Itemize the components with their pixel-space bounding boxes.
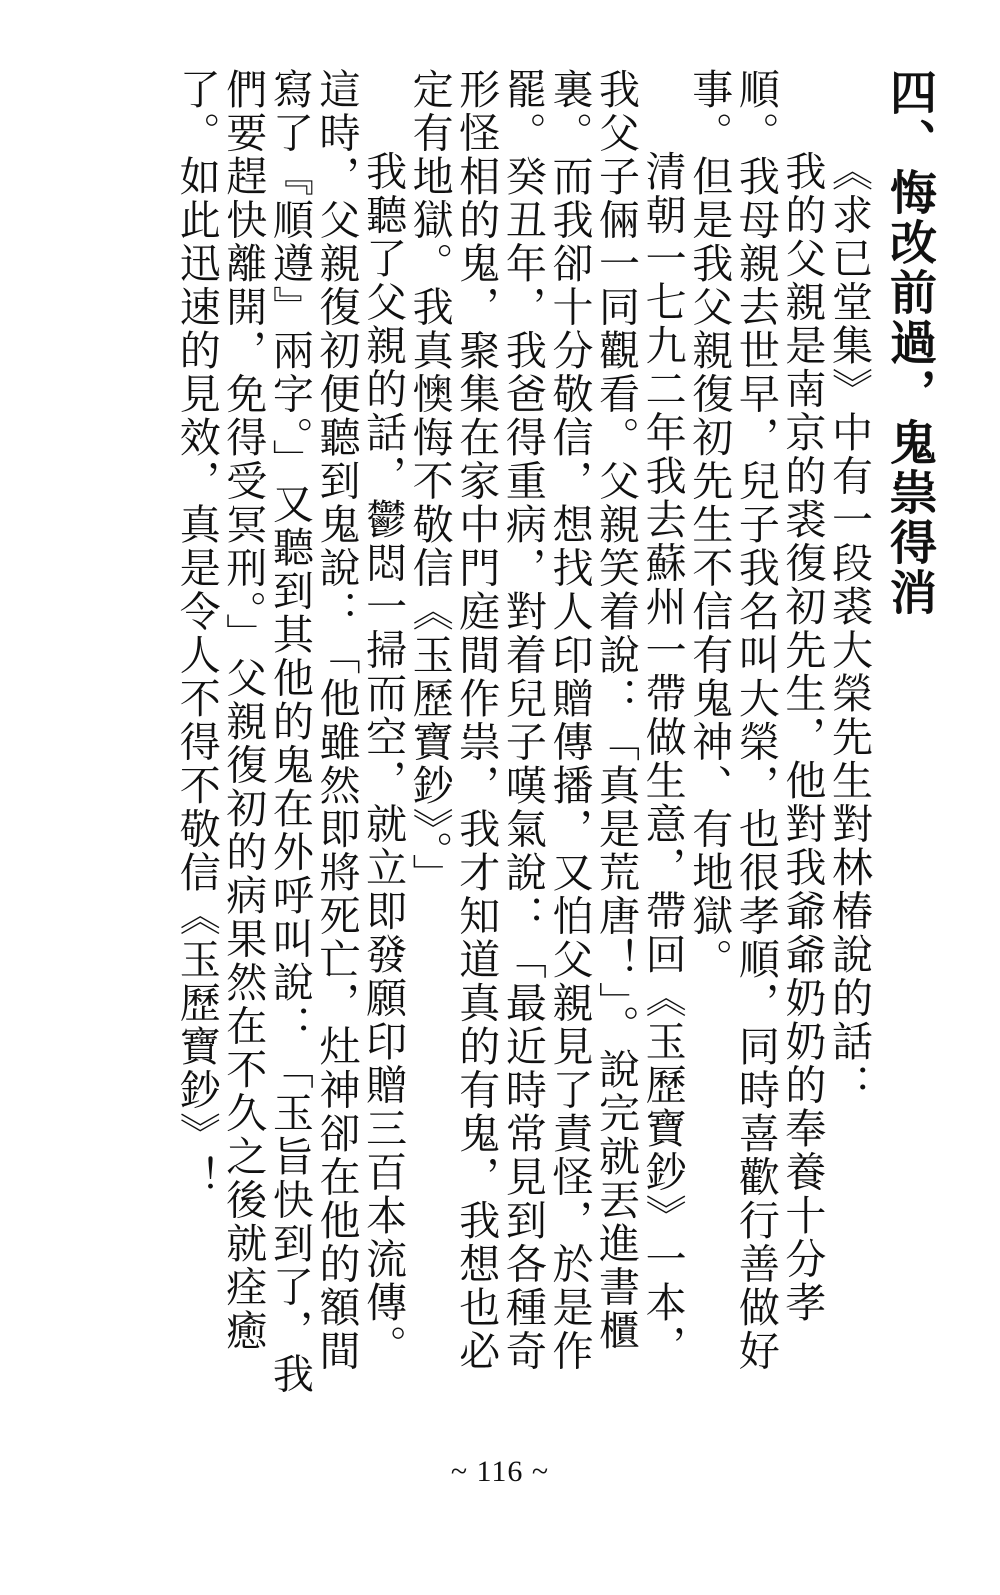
paragraph-recovery: 我聽了父親的話，鬱悶一掃而空，就立即發願印贈三百本流傳。這時，父親復初便聽到鬼說：「他雖然即將死亡，灶神卻在他的額間寫了『順遵』兩字。」又聽到其他的鬼在外呼叫說：「玉旨快到了，我們要趕快離開，免得受冥刑。」父親復初的病果然在不久之後就痊癒了。如此迅速的見效，真是令人不得不敬信《玉歷寶鈔》！ xyxy=(172,68,408,1396)
page-number: ~ 116 ~ xyxy=(450,1455,550,1488)
paragraph-intro: 《求已堂集》中有一段裘大榮先生對林椿說的話： xyxy=(825,150,873,1107)
vertical-text-block xyxy=(58,68,938,1398)
paragraph-father: 我的父親是南京的裘復初先生，他對我爺爺奶奶的奉養十分孝順。我母親去世早，兒子我名叫大榮，也很孝順，同時喜歡行善做好事。但是我父親復初先生不信有鬼神、有地獄。 xyxy=(685,68,827,1373)
paragraph-suzhou: 清朝一七九二年我去蘇州一帶做生意，帶回《玉歷寶鈔》一本，我父子倆一同觀看。父親笑着說：「真是荒唐！」。說完就丟進書櫃裏。而我卻十分敬信，想找人印贈傳播，又怕父親見了責怪，於是作罷。癸丑年，我爸得重病，對着兒子嘆氣說：「最近時常見到各種奇形怪相的鬼，聚集在家中門庭間作祟，我才知道真的有鬼，我想也必定有地獄。我真懊悔不敬信《玉歷寶鈔》。」 xyxy=(405,68,687,1373)
section-heading: 四、悔改前過，鬼祟得消 xyxy=(882,68,937,618)
